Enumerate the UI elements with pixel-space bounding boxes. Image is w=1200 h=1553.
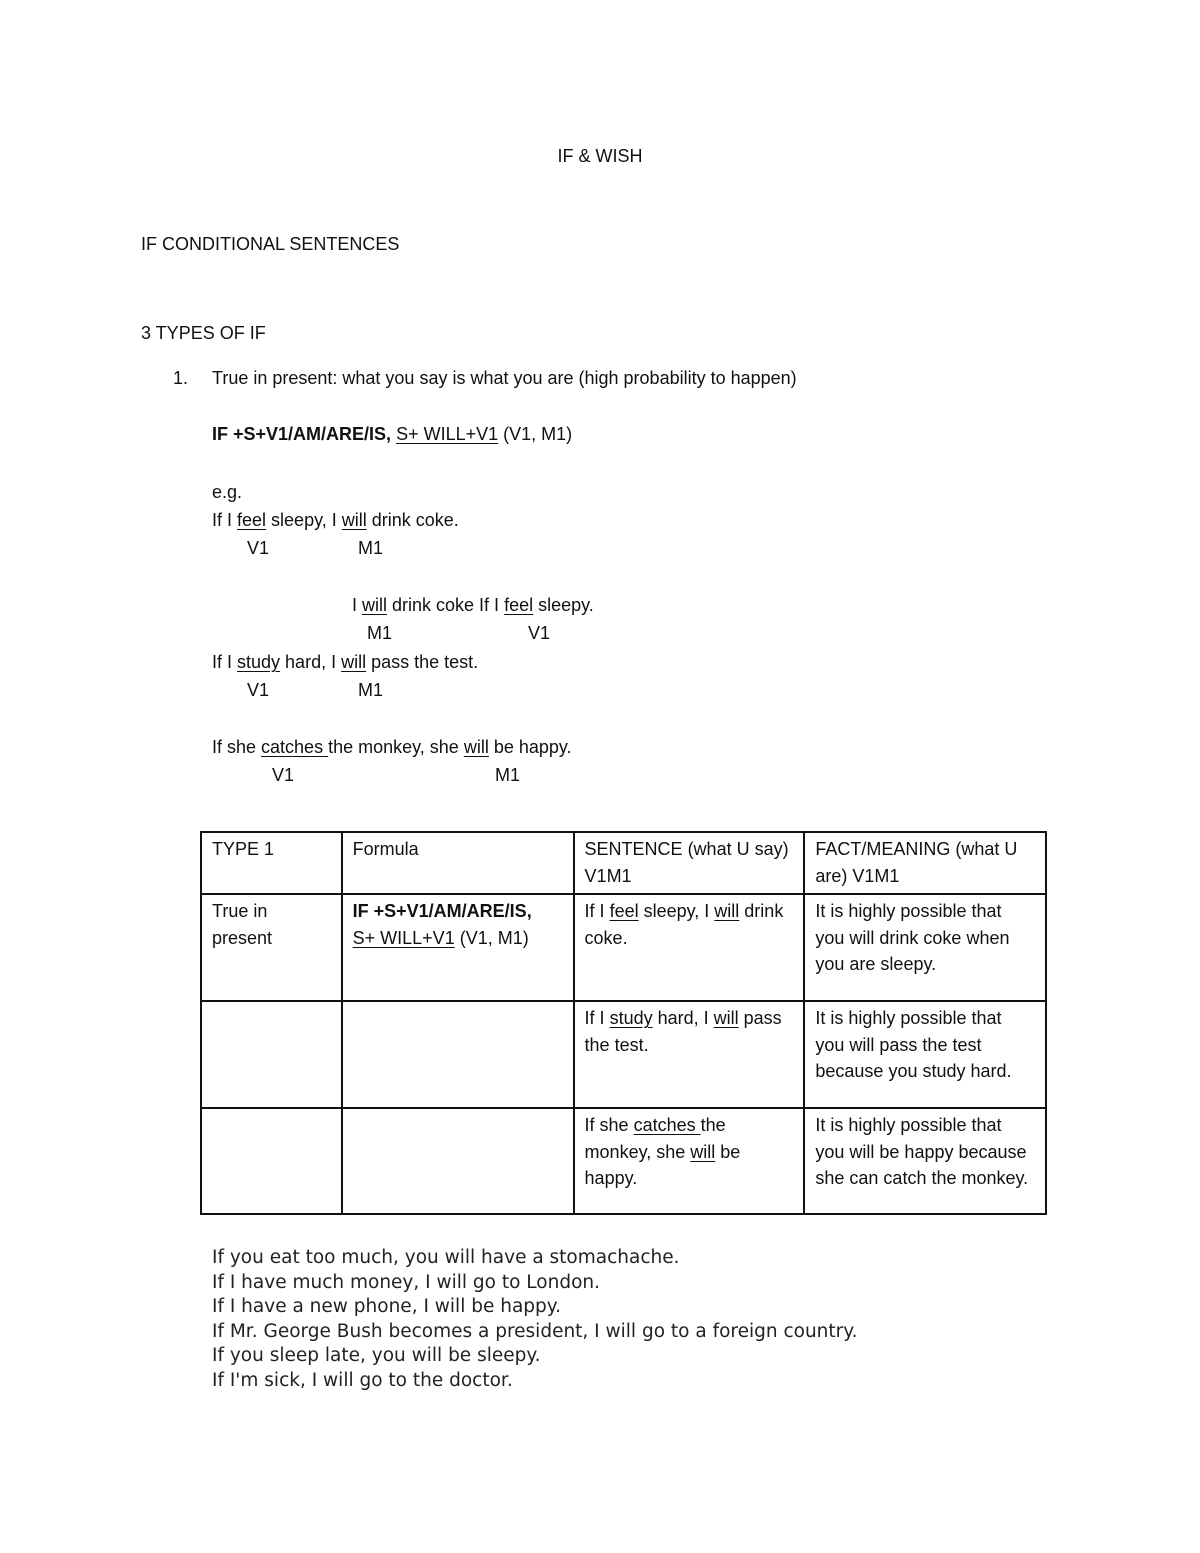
formula-rest: (V1, M1)	[503, 424, 573, 444]
modal: will	[341, 652, 367, 672]
table-header-cell: TYPE 1	[201, 832, 342, 894]
table-header-cell: SENTENCE (what U say) V1M1	[574, 832, 805, 894]
section-heading: IF CONDITIONAL SENTENCES	[141, 234, 400, 254]
modal: will	[362, 595, 388, 615]
modal: will	[341, 510, 367, 530]
formula-bold: IF +S+V1/AM/ARE/IS,	[212, 424, 392, 444]
example-sentence: I will drink coke If I feel sleepy.	[352, 595, 594, 615]
type1-table	[200, 831, 1047, 1215]
fact-cell: It is highly possible that you will drink coke when you are sleepy.	[804, 894, 1046, 1001]
verb: feel	[504, 595, 534, 615]
empty-cell	[342, 1108, 574, 1214]
verb: feel	[237, 510, 267, 530]
list-item: If I have a new phone, I will be happy.	[212, 1296, 561, 1317]
list-item-text: True in present: what you say is what you are (high probability to happen)	[212, 368, 797, 388]
type-cell: True in present	[201, 894, 342, 1001]
sentence-cell: If I study hard, I will pass the test.	[574, 1001, 805, 1108]
formula-underlined: S+ WILL+V1	[396, 424, 499, 444]
verb: study	[237, 652, 281, 672]
extra-sentences	[212, 1246, 857, 1393]
modal-label: M1	[358, 680, 384, 700]
verb-label: V1	[247, 680, 270, 700]
table-header-row	[201, 832, 1046, 894]
list-item: If Mr. George Bush becomes a president, I will go to a foreign country.	[212, 1320, 858, 1342]
types-heading: 3 TYPES OF IF	[141, 323, 266, 343]
sentence-cell: If she catches the monkey, she will be happy.	[574, 1108, 805, 1214]
verb-label: V1	[247, 538, 270, 558]
fact-cell: It is highly possible that you will be happy because she can catch the monkey.	[804, 1108, 1046, 1214]
list-item: If you eat too much, you will have a stomachache.	[212, 1247, 680, 1268]
list-item: If you sleep late, you will be sleepy.	[212, 1345, 541, 1366]
modal-label: M1	[495, 765, 521, 785]
modal-label: M1	[358, 538, 384, 558]
empty-cell	[201, 1001, 342, 1108]
document-title: IF & WISH	[557, 146, 643, 166]
table-header-cell: Formula	[342, 832, 574, 894]
modal: will	[463, 737, 489, 757]
list-item: If I'm sick, I will go to the doctor.	[212, 1369, 513, 1391]
table-row	[201, 1001, 1046, 1108]
table-row	[201, 894, 1046, 1001]
empty-cell	[342, 1001, 574, 1108]
list-number: 1.	[173, 368, 189, 388]
table-header-cell: FACT/MEANING (what U are) V1M1	[804, 832, 1046, 894]
fact-cell: It is highly possible that you will pass the test because you study hard.	[804, 1001, 1046, 1108]
verb: catches	[261, 737, 329, 757]
modal-label: M1	[367, 623, 393, 643]
verb-label: V1	[528, 623, 551, 643]
eg-label: e.g.	[212, 482, 243, 502]
formula-line	[212, 423, 572, 445]
sentence-cell: If I feel sleepy, I will drink coke.	[574, 894, 805, 1001]
verb-label: V1	[272, 765, 295, 785]
table-row	[201, 1108, 1046, 1214]
formula-cell: IF +S+V1/AM/ARE/IS, S+ WILL+V1 (V1, M1)	[342, 894, 574, 1001]
empty-cell	[201, 1108, 342, 1214]
list-item: If I have much money, I will go to London.	[212, 1271, 600, 1293]
example-sentence: If she catches the monkey, she will be happy.	[212, 737, 572, 757]
example-sentence: If I study hard, I will pass the test.	[212, 652, 479, 672]
example-sentence: If I feel sleepy, I will drink coke.	[212, 510, 459, 530]
